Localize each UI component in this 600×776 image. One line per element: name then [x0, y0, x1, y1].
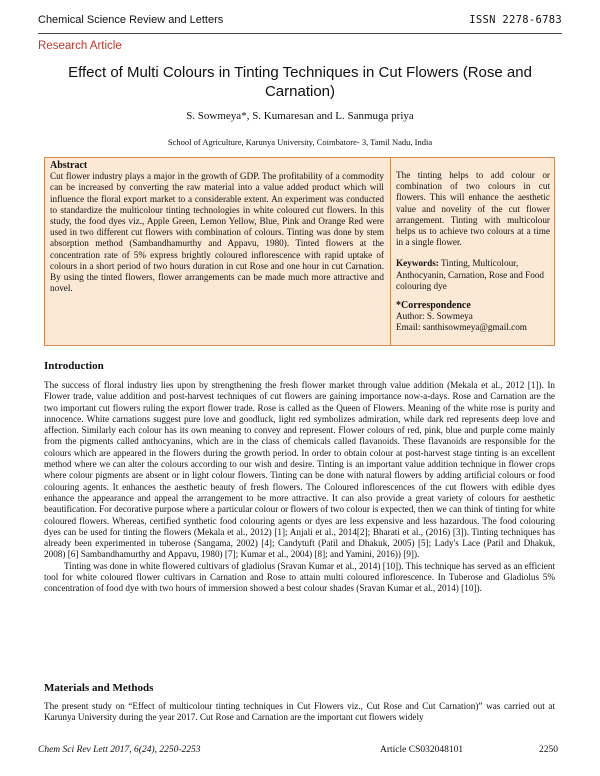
paper-title: Effect of Multi Colours in Tinting Techniques in Cut Flowers (Rose and Carnation) [68, 64, 532, 100]
introduction-para-2: Tinting was done in white flowered cultivars of gladiolus (Sravan Kumar et al., 2014) [10]). This technique has served as an efficient tool for white coloured flower cultivars in Carnation and Rose to attain multi coloured inflorescence. In Tuberose and Gladiolus 5% concentration of food dye with two hours of immersion showed a best colour shades (Sravan Kumar et al., 2014) [10]). [44, 560, 555, 594]
page-number: 2250 [539, 745, 558, 755]
introduction-body [44, 380, 555, 595]
methods-body [44, 701, 555, 724]
introduction-para-1: The success of floral industry lies upon by strengthening the fresh flower market through value addition (Mekala et al., 2012 [1]). In Flower trade, value addition and post-harvest techniques of cut flowers are gaining importance now-a-days. Rose and Carnation are the two important cut flowers ruling the export flower trade. Rose is called as the Queen of Flowers. Meaning of the white rose is purity and innocence. White carnations suggest pure love and goodluck, light red symbolizes admiration, while dark red represents deep love and affection. Similarly each colour has its own meaning to convey and represent. Flower colours of red, pink, blue and purple come mainly from the pigments called anthocyanins, which are in the class of chemicals called flavanoids. These flavanoids are responsible for the colours which are appeared in the flowers during the growth period. In order to obtain colour at post-harvest stage tinting is an excellent method where we can alter the colours according to our wish and desire. Tinting is an important value addition technique in flower crops where colour pigments are absent or in light colour flowers. Tinting can be done with natural flowers by adding artificial colours or food colouring agents. It enhances the aesthetic beauty of fresh flowers. The Coloured inflorescences of the cut flowers with edible dyes enhance the appearance and appeal the arrangement to be more attractive. It can also provide a great variety of colours for aesthetic beautification. For decorative purpose where a particular colour or flowers of two colour is expected, then we can think of tinting for white coloured flowers. Whereas, certified synthetic food colouring agents or dyes are less expensive and less hazardous. The food colouring dyes can be used for tinting the flowers (Mekala et al., 2012) [1]; Anjali et al., 2014[2]; Bharati et al., (2016) [3]). Tinting techniques has already been experimented in tuberose (Sangama, 2002) [4]; Candytuft (Patil and Dhakuk, 2005) [5]; Lady's Lace (Patil and Dhakuk, 2008) [6] Sambandhamurthy and Appavu, 1980) [7]; Kumar et al., 2004) [8]; and Yamini, 2016)) [9]). [44, 380, 555, 560]
abstract-right-text: The tinting helps to add colour or combination of two colours in cut flowers. This will enhance the aesthetic value and novelity of the cut flower arrangement. Tinting with multicolour helps us to achieve two colours at a time in a single flower. [396, 170, 550, 248]
abstract-text: Cut flower industry plays a major in the growth of GDP. The profitability of a commodity can be increased by converting the raw material into a value added product which will influence the floral export market to a considerable extent. An experiment was conducted to standardize the multicolour tinting technologies in white coloured cut flowers. In this study, the food dyes viz., Apple Green, Lemon Yellow, Blue, Pink and Orange Red were used in two different cut flowers with combination of colours. Tinting was done by stem absorption method (Sambandhamurthy and Appavu, 1980). Tinted flowers at the concentration rate of 5% express brightly coloured inflorescence with rapid uptake of colours in a short period of two hours duration in cut Rose and one hour in cut Carnation. By using the tinted flowers, flower arrangements can be made much more attractive and novel. [50, 171, 384, 294]
footer-article-id: Article CS032048101 [380, 745, 464, 755]
methods-heading: Materials and Methods [44, 682, 154, 694]
introduction-heading: Introduction [44, 360, 104, 372]
abstract-left [50, 160, 384, 294]
correspondence-author: Author: S. Sowmeya [396, 311, 473, 322]
issn: ISSN 2278-6783 [469, 14, 562, 26]
article-type: Research Article [38, 40, 122, 52]
authors: S. Sowmeya*, S. Kumaresan and L. Sanmuga priya [186, 110, 414, 122]
abstract-heading: Abstract [50, 160, 88, 171]
keywords-list: Tinting, Multicolour, Anthocyanin, Carnation, Rose and Food colouring dye [396, 258, 545, 291]
correspondence-heading: *Correspondence [396, 300, 471, 312]
affiliation: School of Agriculture, Karunya University, Coimbatore- 3, Tamil Nadu, India [167, 137, 433, 147]
methods-para-1: The present study on “Effect of multicolour tinting techniques in Cut Flowers viz., Cut Rose and Cut Carnation)” was carried out at Karunya University during the year 2017. Cut Rose and Carnation are the important cut flowers widely [44, 701, 555, 723]
keywords [396, 258, 550, 292]
keywords-label: Keywords: [396, 258, 439, 269]
abstract-divider [390, 158, 391, 345]
footer-citation: Chem Sci Rev Lett 2017, 6(24), 2250-2253 [38, 745, 201, 755]
abstract-right [396, 170, 550, 334]
correspondence-email: Email: santhisowmeya@gmail.com [396, 322, 527, 333]
journal-name: Chemical Science Review and Letters [38, 14, 224, 26]
header-rule [38, 33, 562, 34]
abstract-box [44, 157, 555, 346]
